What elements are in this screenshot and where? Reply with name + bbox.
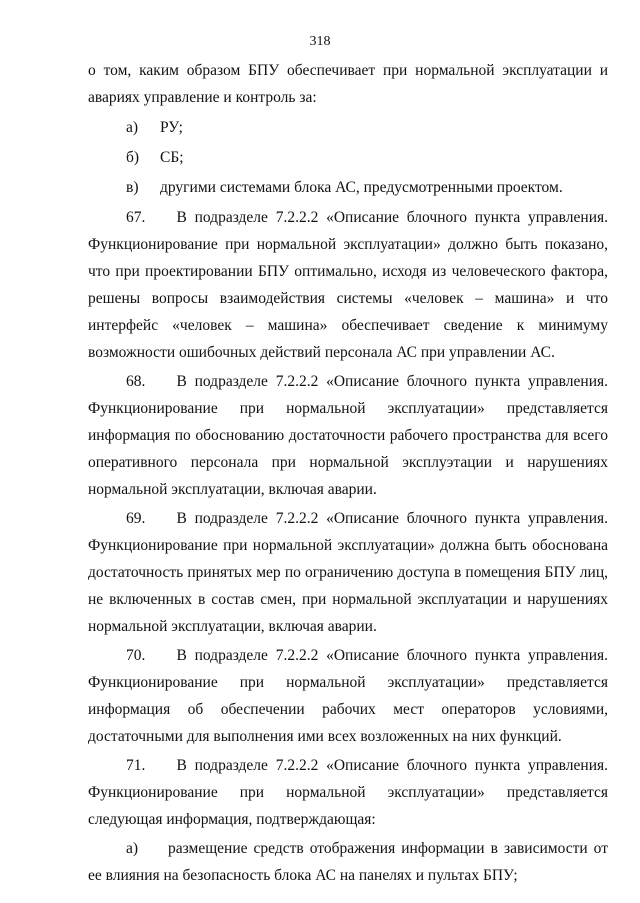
list-confirmations: [88, 835, 608, 889]
list-item: [88, 835, 608, 889]
list-item: [88, 144, 608, 171]
paragraph-68: [88, 368, 608, 503]
list-item-text: РУ;: [160, 119, 183, 136]
paragraph-text: В подразделе 7.2.2.2 «Описание блочного пункта управления. Функционирование при нормальной эксплуатации» должно быть показано, что при проектировании БПУ оптимально, исходя из человеческого фактора, решены вопросы взаимодействия системы «человек – машина» и что интерфейс «человек – машина» обеспечивает сведение к минимуму возможности ошибочных действий персонала АС при управлении АС.: [88, 209, 609, 361]
page-content: [88, 57, 608, 891]
paragraph-number: 67.: [126, 209, 146, 226]
paragraph-69: [88, 505, 608, 640]
paragraph-text: В подразделе 7.2.2.2 «Описание блочного пункта управления. Функционирование при нормальной эксплуатации» представляется следующая информация, подтверждающая:: [88, 757, 609, 828]
paragraph-text: В подразделе 7.2.2.2 «Описание блочного пункта управления. Функционирование при нормальной эксплуатации» должна быть обоснована достаточность принятых мер по ограничению доступа в помещения БПУ лиц, не включенных в состав смен, при нормальной эксплуатации и нарушениях нормальной эксплуатации, включая аварии.: [88, 510, 609, 635]
list-control-objects: [88, 114, 608, 201]
paragraph-text: В подразделе 7.2.2.2 «Описание блочного пункта управления. Функционирование при нормальной эксплуатации» представляется информация по обоснованию достаточности рабочего пространства для всего оперативного персонала при нормальной эксплуэтации и нарушениях нормальной эксплуатации, включая аварии.: [88, 373, 609, 498]
list-item-text: СБ;: [160, 149, 184, 166]
paragraph-number: 71.: [126, 757, 146, 774]
list-marker: в): [126, 179, 139, 196]
paragraph-number: 70.: [126, 647, 146, 664]
list-marker: б): [126, 149, 140, 166]
intro-paragraph: о том, каким образом БПУ обеспечивает при нормальной эксплуатации и авариях управление и контроль за:: [88, 62, 608, 106]
list-marker: а): [126, 840, 139, 857]
paragraph-71: [88, 752, 608, 833]
list-item: [88, 114, 608, 141]
list-item-text: другими системами блока АС, предусмотренными проектом.: [160, 179, 563, 196]
paragraph-67: [88, 204, 608, 366]
paragraph-70: [88, 642, 608, 750]
list-item-text: размещение средств отображения информации в зависимости от ее влияния на безопасность блока АС на панелях и пультах БПУ;: [88, 840, 608, 884]
paragraph-number: 69.: [126, 510, 146, 527]
page-number: 318: [309, 34, 331, 49]
list-marker: а): [126, 119, 139, 136]
paragraph-text: В подразделе 7.2.2.2 «Описание блочного пункта управления. Функционирование при нормальной эксплуатации» представляется информация об обеспечении рабочих мест операторов условиями, достаточными для выполнения ими всех возложенных на них функций.: [88, 647, 609, 745]
paragraph-number: 68.: [126, 373, 146, 390]
list-item: [88, 174, 608, 201]
